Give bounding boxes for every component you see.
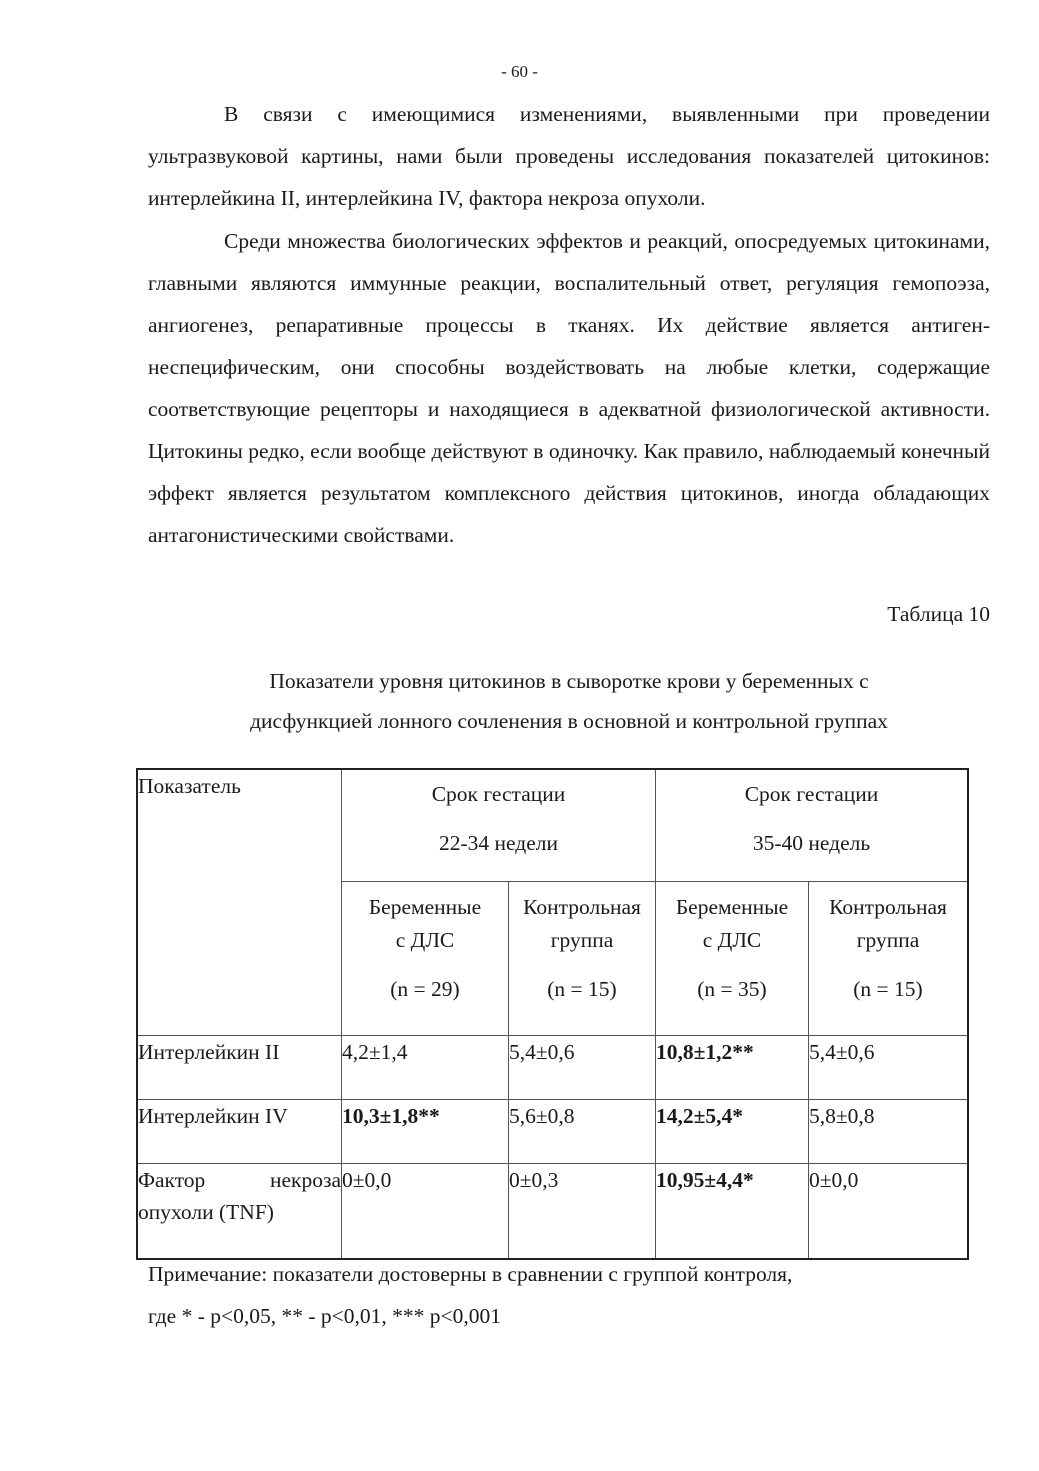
table-cell: 10,3±1,8** bbox=[342, 1100, 509, 1164]
paragraph-1 bbox=[148, 93, 990, 219]
row-label bbox=[137, 1164, 342, 1260]
row-label-word-1: Фактор bbox=[138, 1168, 206, 1192]
table-caption-line-1: Показатели уровня цитокинов в сыворотке крови у беременных с bbox=[269, 669, 869, 693]
table-cell: 0±0,0 bbox=[342, 1164, 509, 1260]
paragraph-2 bbox=[148, 220, 990, 556]
paragraph-2-text: Среди множества биологических эффектов и реакций, опосредуемых цитокинами, главными являются иммунные реакции, воспалительный ответ, регуляция гемопоэза, ангиогенез, репаративные процессы в тканях. Их действие является антиген-неспецифическим, они способны воздействовать на любые клетки, содержащие соответствующие рецепторы и находящиеся в адекватной физиологической активности. Цитокины редко, если вообще действуют в одиночку. Как правило, наблюдаемый конечный эффект является результатом комплексного действия цитокинов, иногда обладающих антагонистическими свойствами. bbox=[148, 229, 990, 547]
table-caption bbox=[148, 661, 990, 741]
group-4-line1: Контрольная bbox=[829, 895, 947, 919]
table-cell: 5,4±0,6 bbox=[809, 1036, 969, 1100]
note-line-1: Примечание: показатели достоверны в сравнении с группой контроля, bbox=[148, 1262, 793, 1286]
table-row bbox=[137, 1100, 968, 1164]
table-cell: 14,2±5,4* bbox=[656, 1100, 809, 1164]
period-2-weeks: 35-40 недель bbox=[752, 831, 871, 855]
table-cell: 0±0,0 bbox=[809, 1164, 969, 1260]
indicator-header: Показатель bbox=[137, 769, 342, 1036]
group-3-n: (n = 35) bbox=[697, 977, 767, 1001]
group-3-line1: Беременные bbox=[675, 895, 789, 919]
paragraph-1-text: В связи с имеющимися изменениями, выявленными при проведении ультразвуковой картины, нами были проведены исследования показателей цитокинов: интерлейкина II, интерлейкина IV, фактора некроза опухоли. bbox=[148, 102, 990, 210]
table-cell: 5,6±0,8 bbox=[509, 1100, 656, 1164]
group-1-line1: Беременные bbox=[368, 895, 482, 919]
period-header-2 bbox=[656, 769, 969, 882]
table-label: Таблица 10 bbox=[887, 602, 990, 626]
group-2-line1: Контрольная bbox=[523, 895, 641, 919]
row-label-word-2: некроза bbox=[269, 1168, 341, 1192]
row-label: Интерлейкин IV bbox=[137, 1100, 342, 1164]
group-header-2 bbox=[509, 882, 656, 1036]
table-cell: 4,2±1,4 bbox=[342, 1036, 509, 1100]
note-line-2: где * - p<0,05, ** - p<0,01, *** p<0,001 bbox=[148, 1304, 502, 1328]
page-number: - 60 - bbox=[501, 62, 538, 81]
table-row bbox=[137, 1164, 968, 1260]
table-cell: 5,4±0,6 bbox=[509, 1036, 656, 1100]
table-cell: 0±0,3 bbox=[509, 1164, 656, 1260]
period-1-label: Срок гестации bbox=[431, 782, 566, 806]
group-1-line2: с ДЛС bbox=[395, 928, 455, 952]
group-2-line2: группа bbox=[550, 928, 614, 952]
group-header-1 bbox=[342, 882, 509, 1036]
cytokine-table bbox=[136, 768, 969, 1260]
group-3-line2: с ДЛС bbox=[702, 928, 762, 952]
group-1-n: (n = 29) bbox=[390, 977, 460, 1001]
row-label: Интерлейкин II bbox=[137, 1036, 342, 1100]
table-cell: 10,95±4,4* bbox=[656, 1164, 809, 1260]
group-4-n: (n = 15) bbox=[853, 977, 923, 1001]
table-caption-line-2: дисфункцией лонного сочленения в основной и контрольной группах bbox=[250, 709, 888, 733]
table-cell: 10,8±1,2** bbox=[656, 1036, 809, 1100]
period-1-weeks: 22-34 недели bbox=[438, 831, 559, 855]
row-label-line-1 bbox=[138, 1164, 341, 1196]
group-2-n: (n = 15) bbox=[547, 977, 617, 1001]
row-label-line-2: опухоли (TNF) bbox=[138, 1200, 274, 1224]
table-row bbox=[137, 1036, 968, 1100]
group-4-line2: группа bbox=[856, 928, 920, 952]
period-header-1 bbox=[342, 769, 656, 882]
table-cell: 5,8±0,8 bbox=[809, 1100, 969, 1164]
group-header-4 bbox=[809, 882, 969, 1036]
group-header-3 bbox=[656, 882, 809, 1036]
period-2-label: Срок гестации bbox=[744, 782, 879, 806]
table-note bbox=[148, 1253, 990, 1337]
